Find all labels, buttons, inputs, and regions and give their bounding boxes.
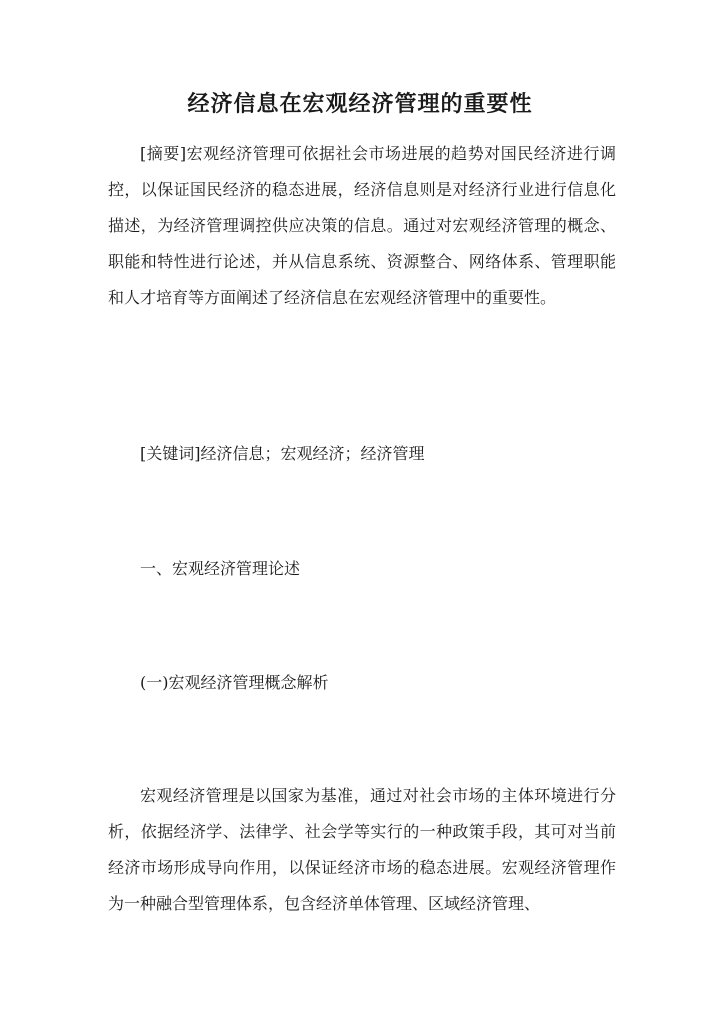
abstract-paragraph: [摘要]宏观经济管理可依据社会市场进展的趋势对国民经济进行调控，以保证国民经济的稳态进展，经济信息则是对经济行业进行信息化描述，为经济管理调控供应决策的信息。通过对宏观经济管理的概念、职能和特性进行论述，并从信息系统、资源整合、网络体系、管理职能和人才培育等方面阐述了经济信息在宏观经济管理中的重要性。 — [108, 144, 616, 307]
body-paragraph-1: 宏观经济管理是以国家为基准，通过对社会市场的主体环境进行分析，依据经济学、法律学、社会学等实行的一种政策手段，其可对当前经济市场形成导向作用，以保证经济市场的稳态进展。宏观经济管理作为一种融合型管理体系，包含经济单体管理、区域经济管理、 — [108, 786, 616, 913]
keywords-line: [关键词]经济信息；宏观经济；经济管理 — [140, 444, 425, 463]
document-title: 经济信息在宏观经济管理的重要性 — [187, 91, 533, 117]
subsection-heading-1: (一)宏观经济管理概念解析 — [140, 673, 329, 692]
section-heading-1: 一、宏观经济管理论述 — [140, 559, 301, 578]
